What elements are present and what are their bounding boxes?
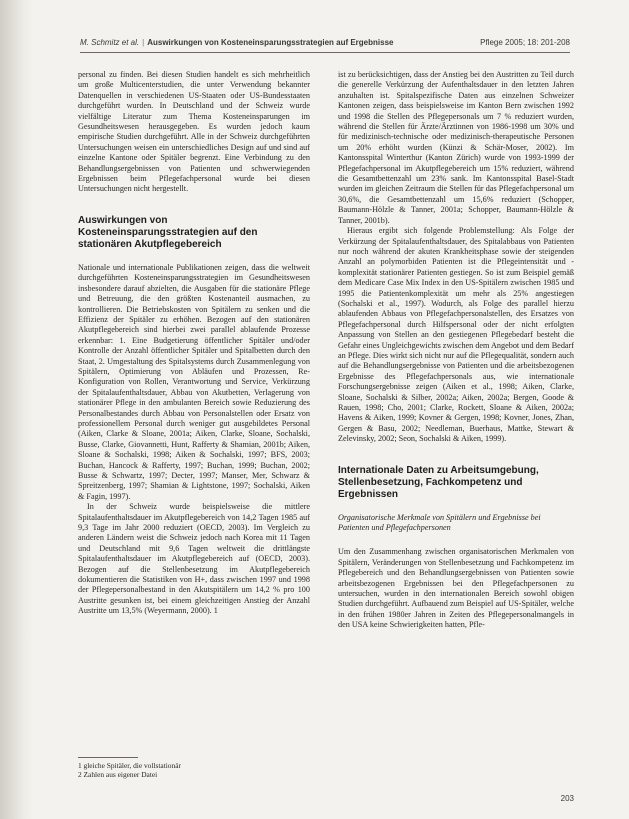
header-rule — [80, 52, 570, 53]
page-number: 203 — [560, 794, 574, 803]
left-paragraph-2: Nationale und internationale Publikationen zeigen, dass die weltweit durchgeführten Kosteneinsparungsstrategien im Gesundheitswesen insbesondere darauf abzielten, die Ausgaben für die stationäre Pflege und Betreuung, die den größten Kostenanteil ausmachen, zu kontrollieren. Die Betriebskosten von Spitälern zu senken und die Effizienz der Spitäler zu erhöhen. Bezogen auf den stationären Akutpflegebereich sind hierbei zwei parallel ablaufende Prozesse erkennbar: 1. Eine Budgetierung öffentlicher Spitäler und/oder Kontrolle der Anzahl öffentlicher Spitäler und Spitalbetten durch den Staat, 2. Umgestaltung des Spitalsystems durch Zusammenlegung von Spitälern, Optimierung von Abläufen und Prozessen, Re-Konfiguration von Rollen, Verantwortung und Service, Verkürzung der Spitalaufenthaltsdauer, Abbau von Akutbetten, Verlagerung von stationärer Pflege in den ambulanten Bereich sowie Reduzierung des Personalbestandes durch Abbau von Personalstellen oder Ersatz von professionellem Personal durch weniger gut ausgebildetes Personal (Aiken, Clarke & Sloane, 2001a; Aiken, Clarke, Sloane, Sochalski, Busse, Clarke, Giovannetti, Hunt, Rafferty & Shamian, 2001b; Aiken, Sloane & Sochalski, 1998; Aiken & Sochalski, 1997; BFS, 2003; Buchan, Hancock & Rafferty, 1997; Buchan, 1999; Buchan, 2002; Busse & Schwartz, 1997; Decter, 1997; Manser, Mer, Schwarz & Spreitzenberg, 1997; Shamian & Lightstone, 1997; Sochalski, Aiken & Fagin, 1997). — [78, 262, 310, 501]
left-paragraph-1: personal zu finden. Bei diesen Studien handelt es sich mehrheitlich um große Multicenterstudien, die unter Verwendung bekannter Datenquellen in verschiedenen US-Staaten oder US-Bundesstaaten durchgeführt wurden. In Deutschland und der Schweiz wurde vielfältige Literatur zum Thema Kosteneinsparungen im Gesundheitswesen herausgegeben. Es wurden jedoch kaum empirische Studien durchgeführt. Alle in der Schweiz durchgeführten Untersuchungen weisen ein unterschiedliches Design auf und sind auf einzelne Kantone oder Spitäler begrenzt. Eine Verbindung zu den Behandlungsergebnissen von Patienten und schwerwiegenden Ergebnissen beim Pflegefachpersonal wurde bei diesen Untersuchungen nicht hergestellt. — [78, 70, 310, 194]
footnote-2: 2 Zahlen aus eigener Datei — [78, 770, 158, 779]
section-heading-cost-saving: Auswirkungen von Kosteneinsparungsstrategien auf den stationären Akutpflegebereich — [78, 214, 258, 250]
left-paragraph-3: In der Schweiz wurde beispielsweise die mittlere Spitalaufenthaltsdauer im Akutpflegebereich von 14,2 Tagen 1985 auf 9,3 Tage im Jahr 2000 reduziert (OECD, 2003). Im Vergleich zu anderen Ländern weist die Schweiz jedoch nach Korea mit 11 Tagen und Deutschland mit 9,6 Tagen weltweit die drittlängste Spitalaufenthaltsdauer im Akutpflegebereich auf (OECD, 2003). Bezogen auf die Stellenbesetzung im Akutpflegebereich dokumentieren die Statistiken von H+, dass zwischen 1997 und 1998 der Pflegepersonalbestand in den Akutspitälern um 14,2 % pro 100 Austritte gesunken ist, bei einem gleichzeitigen Anstieg der Anzahl Austritte um 13,5% (Weyermann, 2000). 1 — [78, 502, 310, 616]
right-column — [338, 70, 574, 631]
left-column — [78, 70, 310, 617]
right-paragraph-1: ist zu berücksichtigen, dass der Anstieg bei den Austritten zu Teil durch die generelle Verkürzung der Aufenthaltsdauer in den letzten Jahren anzuhalten ist. Spitalspezifische Daten aus einzelnen Schweizer Kantonen zeigen, dass beispielsweise im Kanton Bern zwischen 1992 und 1998 die Stellen des Pflegepersonals um 7 % reduziert wurden, während die Stellen für Ärzte/Ärztinnen von 1986-1998 um 30% und für medizinisch-technische oder medizinisch-therapeutische Personen um 20% erhöht wurden (Künzi & Schär-Moser, 2002). Im Kantonsspital Winterthur (Kanton Zürich) wurde von 1993-1999 der Pflegefachpersonal im Akutpflegebereich um 15% reduziert, während die Gesamtbettenzahl um 23% sank. Im Kantonsspital Basel-Stadt wurden im gleichen Zeitraum die Stellen für das Pflegefachpersonal um 30,6%, die Gesamtbettenzahl um 15,6% reduziert (Schopper, Baumann-Hölzle & Tanner, 2001a; Schopper, Baumann-Hölzle & Tanner, 2001b). — [338, 70, 574, 225]
book-gutter-shadow — [0, 0, 34, 819]
footnote-rule — [78, 757, 138, 758]
running-head — [80, 38, 570, 50]
running-head-title: Auswirkungen von Kosteneinsparungsstrategien auf Ergebnisse — [147, 38, 394, 47]
footnotes — [78, 757, 310, 779]
right-paragraph-2: Hieraus ergibt sich folgende Problemstellung: Als Folge der Verkürzung der Spitalaufenthaltsdauer, des Spitalabbaus von Patienten nur noch während der akuten Krankheitsphase sowie der steigenden Anzahl an polymorbiden Patienten ist die Pflegeintensität und -komplexität stationärer Patienten gestiegen. So ist zum Beispiel gemäß dem Medicare Case Mix Index in den US-Spitälern zwischen 1985 und 1995 die Patientenkomplexität um mehr als 25% angestiegen (Sochalski et al., 1997). Wodurch, als Folge des parallel hierzu ablaufenden Abbaus von Pflegefachpersonalstellen, des Ersatzes von Pflegefachpersonal durch Hilfspersonal oder der nicht erfolgten Anpassung von Stellen an den gestiegenen Pflegebedarf besteht die Gefahr eines Ungleichgewichts zwischen dem Angebot und dem Bedarf an Pflege. Dies wirkt sich nicht nur auf die Pflegequalität, sondern auch auf die Behandlungsergebnisse von Patienten und die arbeitsbezogenen Ergebnisse des Pflegefachpersonals aus, wie internationale Forschungsergebnisse zeigen (Aiken et al., 1998; Aiken, Clarke, Sloane, Sochalski & Silber, 2002a; Aiken, 2002a; Bergen, Goode & Rauen, 1998; Cho, 2001; Clarke, Rockett, Sloane & Aiken, 2002a; Havens & Aiken, 1999; Kovner & Gergen, 1998; Kovner, Jones, Zhan, Gergen & Basu, 2002; Needleman, Buerhaus, Mattke, Stewart & Zelevinsky, 2002; Seon, Sochalski & Aiken, 1999). — [338, 226, 574, 444]
right-paragraph-3: Um den Zusammenhang zwischen organisatorischen Merkmalen von Spitälern, Veränderungen von Stellenbesetzung und Fachkompetenz im Pflegebereich und den Behandlungsergebnissen von Patienten sowie arbeitsbezogenen Ergebnissen bei den Pflegefachpersonen zu untersuchen, wurden in den internationalen Bereich sowohl obigen Studien durchgeführt. Aufbauend zum Beispiel auf US-Spitäler, welche in den frühen 1980er Jahren in Zeiten des Pflegepersonalmangels in den USA keine Schwierigkeiten hatten, Pfle- — [338, 547, 574, 630]
running-head-journal: Pflege 2005; 18: 201-208 — [480, 38, 570, 47]
footnote-1: 1 gleiche Spitäler, die vollstationär — [78, 761, 181, 770]
subsection-heading: Organisatorische Merkmale von Spitälern und Ergebnisse bei Patienten und Pflegefachpersonen — [338, 512, 541, 533]
section-heading-international-data: Internationale Daten zu Arbeitsumgebung, Stellenbesetzung, Fachkompetenz und Ergebnissen — [338, 464, 539, 500]
running-head-authors: M. Schmitz et al. — [80, 38, 140, 47]
running-head-separator: | — [142, 38, 145, 47]
